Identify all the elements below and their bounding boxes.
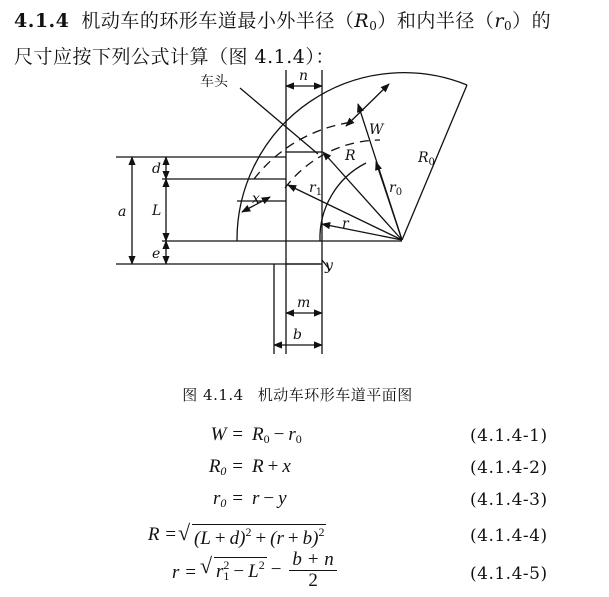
label-R: R	[345, 148, 356, 164]
label-r1: $r_1$	[309, 180, 323, 198]
heading-r-outer: R	[354, 10, 370, 32]
label-L: L	[152, 203, 162, 219]
label-r0: $r_0$	[389, 180, 403, 198]
eq1-number: (4.1.4-1)	[470, 426, 548, 446]
clause-heading	[14, 6, 604, 73]
label-r: r	[342, 216, 349, 232]
eq3-rhs: r − y	[252, 488, 287, 509]
label-d: d	[152, 161, 161, 177]
heading-r-inner: r	[494, 10, 504, 32]
dashed-arc-outer	[254, 122, 353, 179]
caption-text: 机动车环形车道平面图	[257, 386, 413, 404]
eq2-rhs: R + x	[252, 456, 291, 477]
heading-r-outer-sub: 0	[369, 19, 378, 33]
eq3-lhs: $r_0$ =	[213, 488, 244, 510]
figure-caption	[0, 384, 609, 405]
dashed-arc-inner	[285, 140, 380, 188]
label-b: b	[293, 327, 302, 343]
eq5-rhs: √ $r_1^2 - L^2$ − $\frac{b + n}{2}$	[200, 550, 337, 591]
heading-text-after: ）的	[512, 10, 552, 32]
label-R0: $R_0$	[418, 150, 435, 168]
vehicle-rect	[286, 152, 322, 264]
heading-line-1	[14, 6, 604, 42]
label-n: n	[299, 68, 309, 84]
label-a: a	[118, 204, 127, 220]
eq5-lhs: r =	[172, 562, 197, 583]
label-y: y	[325, 258, 333, 274]
caption-number: 图 4.1.4	[182, 386, 244, 404]
eq4-lhs: R =	[147, 524, 177, 545]
eq4-rhs: √ $(L + d)^2 + (r + b)^2$	[178, 520, 325, 549]
equation-2	[0, 452, 609, 486]
heading-text-middle: ）和内半径（	[377, 10, 495, 32]
car-head-pointer	[240, 88, 318, 154]
heading-text-before: 机动车的环形车道最小外半径（	[81, 10, 355, 32]
heading-r-inner-sub: 0	[503, 19, 513, 33]
heading-line-2: 尺寸应按下列公式计算（图 4.1.4）：	[14, 46, 335, 68]
equation-3	[0, 484, 609, 518]
ring-road-diagram	[0, 64, 609, 384]
w-dimension	[346, 84, 389, 126]
eq3-number: (4.1.4-3)	[470, 490, 548, 510]
eq5-number: (4.1.4-5)	[470, 564, 548, 584]
eq4-number: (4.1.4-4)	[470, 526, 548, 546]
label-e: e	[152, 246, 161, 262]
eq2-number: (4.1.4-2)	[470, 458, 548, 478]
eq1-lhs: W =	[210, 424, 244, 445]
label-car-head: 车头	[200, 74, 228, 90]
label-x: x	[252, 191, 260, 207]
label-m: m	[297, 295, 311, 311]
eq2-lhs: $R_0$ =	[208, 456, 244, 478]
equation-5	[0, 549, 609, 592]
radius-r0-line	[376, 162, 402, 240]
equation-1	[0, 420, 609, 454]
label-W: W	[369, 122, 384, 138]
eq1-rhs: $R_0 - r_0$	[252, 424, 302, 446]
clause-number: 4.1.4	[14, 10, 70, 32]
